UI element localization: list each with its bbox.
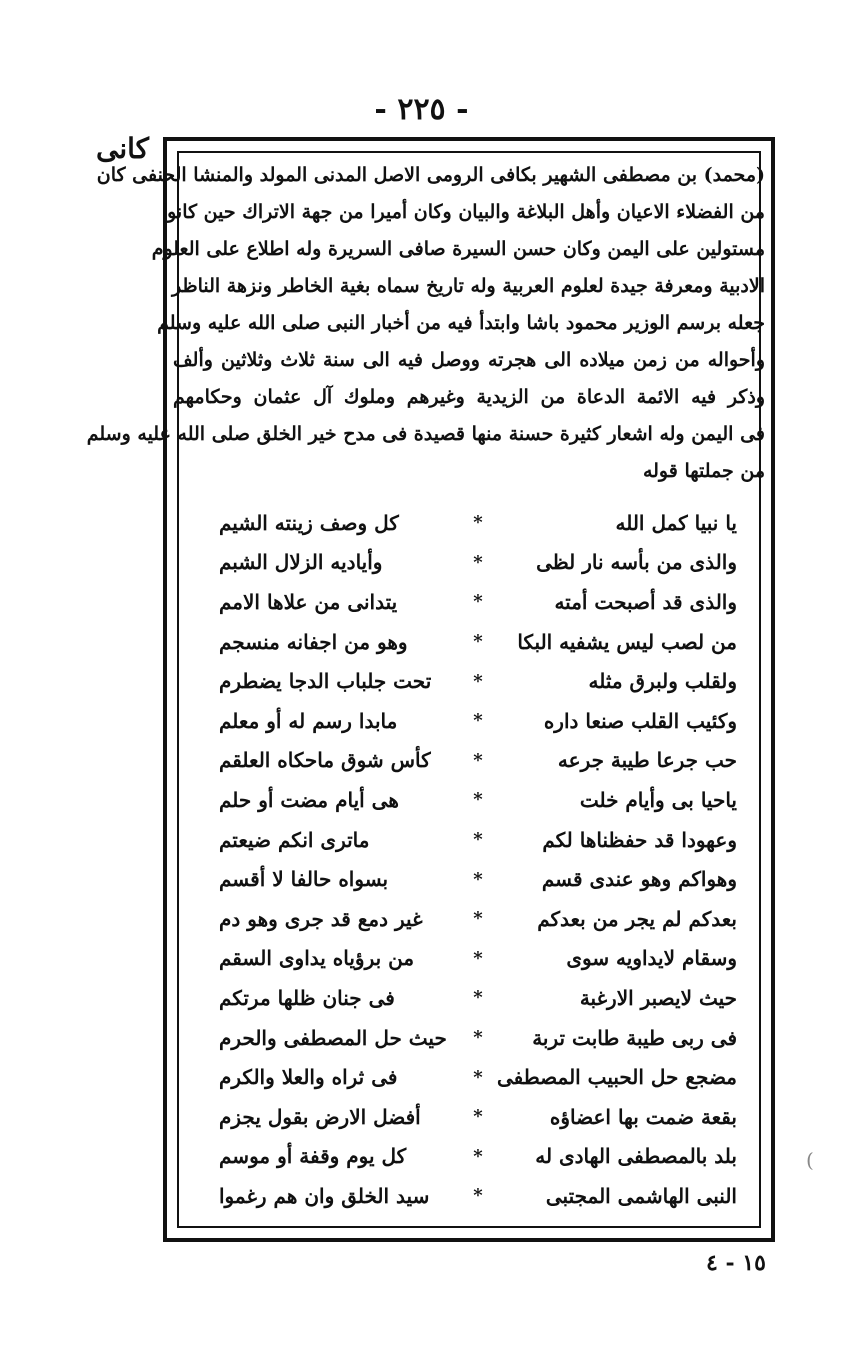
verse [219,622,737,662]
prose-line: جعله برسم الوزير محمود باشا وابتدأ فيه من أخبار النبى صلى الله عليه وسلم [157,312,765,334]
verse-separator: * [473,749,483,771]
verse-first-hemistich: والذى من بأسه نار لظى [536,550,737,575]
verse-first-hemistich: حيث لايصبر الارغبة [579,985,737,1010]
verse-first-hemistich: ياحيا بى وأيام خلت [579,787,737,812]
stray-mark: ( [806,1148,814,1172]
verse [219,1176,737,1216]
verse [219,939,737,979]
verse [219,543,737,583]
verse-separator: * [473,512,483,534]
verse-separator: * [473,1066,483,1088]
verse [219,503,737,543]
verse-first-hemistich: بعدكم لم يجر من بعدكم [537,906,737,931]
verse [219,1137,737,1177]
prose-line: وذكر فيه الائمة الدعاة من الزيدية وغيرهم وملوك آل عثمان وحكامهم [173,386,765,408]
page-number: - ٢٢٥ - [374,92,469,127]
verse-separator: * [473,1145,483,1167]
verse-second-hemistich: مابدا رسم له أو معلم [219,708,398,733]
verse-second-hemistich: ماترى انكم ضيعتم [219,827,370,852]
verse-first-hemistich: وسقام لايداويه سوى [566,946,737,971]
verse-separator: * [473,1106,483,1128]
verse-second-hemistich: وهو من اجفانه منسجم [219,629,408,654]
verse-second-hemistich: كل وصف زينته الشيم [219,510,399,535]
prose-line: وأحواله من زمن ميلاده الى هجرته ووصل فيه الى سنة ثلاث وثلاثين وألف [173,349,765,371]
verse [219,820,737,860]
poem [219,503,737,1216]
verse [219,780,737,820]
verse-first-hemistich: وعهودا قد حفظناها لكم [542,827,737,852]
prose-line: مستولين على اليمن وكان حسن السيرة صافى السريرة وله اطلاع على العلوم [151,238,765,260]
verse [219,582,737,622]
verse-second-hemistich: من برؤياه يداوى السقم [219,946,415,971]
verse-first-hemistich: يا نبيا كمل الله [615,510,737,535]
verse-second-hemistich: كل يوم وقفة أو موسم [219,1144,407,1169]
verse-separator: * [473,947,483,969]
verse-separator: * [473,551,483,573]
verse-separator: * [473,987,483,1009]
verse-separator: * [473,670,483,692]
verse-first-hemistich: النبى الهاشمى المجتبى [545,1183,737,1208]
verse-second-hemistich: يتدانى من علاها الامم [219,589,398,614]
verse-separator: * [473,908,483,930]
verse [219,741,737,781]
verse-second-hemistich: سيد الخلق وان هم رغموا [219,1183,430,1208]
prose-line: من جملتها قوله [642,460,765,482]
verse [219,661,737,701]
verse-second-hemistich: حيث حل المصطفى والحرم [219,1025,447,1050]
prose-line: (محمد) بن مصطفى الشهير بكافى الرومى الاصل المدنى المولد والمنشا الحنفى كان [96,164,765,186]
verse-second-hemistich: فى جنان ظلها مرتكم [219,985,395,1010]
printer-signature: ١٥ - ٤ [706,1250,766,1276]
verse-first-hemistich: ولقلب ولبرق مثله [588,669,737,694]
biography-text [86,157,765,490]
verse-second-hemistich: غير دمع قد جرى وهو دم [219,906,423,931]
verse-second-hemistich: كأس شوق ماحكاه العلقم [219,748,431,773]
verse [219,978,737,1018]
verse-first-hemistich: فى ربى طيبة طابت تربة [532,1025,737,1050]
margin-note: كانى [96,132,149,165]
verse-separator: * [473,1027,483,1049]
verse-separator: * [473,1185,483,1207]
verse [219,899,737,939]
verse-separator: * [473,591,483,613]
verse-second-hemistich: تحت جلباب الدجا يضطرم [219,669,432,694]
verse [219,701,737,741]
verse-separator: * [473,829,483,851]
verse-first-hemistich: والذى قد أصبحت أمته [554,589,737,614]
prose-line: فى اليمن وله اشعار كثيرة حسنة منها قصيدة فى مدح خير الخلق صلى الله عليه وسلم [86,423,765,445]
verse-separator: * [473,631,483,653]
verse [219,1097,737,1137]
verse-first-hemistich: بقعة ضمت بها اعضاؤه [549,1104,737,1129]
verse [219,859,737,899]
verse-first-hemistich: وهواكم وهو عندى قسم [541,867,737,892]
verse-second-hemistich: هى أيام مضت أو حلم [219,787,399,812]
verse-first-hemistich: من لصب ليس يشفيه البكا [517,629,737,654]
verse [219,1018,737,1058]
prose-line: من الفضلاء الاعيان وأهل البلاغة والبيان وكان أميرا من جهة الاتراك حين كانوا [161,201,765,223]
verse-first-hemistich: وكئيب القلب صنعا داره [543,708,737,733]
verse-first-hemistich: بلد بالمصطفى الهادى له [535,1144,737,1169]
verse-separator: * [473,710,483,732]
prose-line: الادبية ومعرفة جيدة لعلوم العربية وله تاريخ سماه بغية الخاطر ونزهة الناظر [171,275,765,297]
verse-second-hemistich: وأياديه الزلال الشبم [219,550,383,575]
verse-second-hemistich: بسواه حالفا لا أقسم [219,867,389,892]
verse-separator: * [473,789,483,811]
verse-first-hemistich: مضجع حل الحبيب المصطفى [496,1065,737,1090]
verse-second-hemistich: أفضل الارض بقول يجزم [219,1104,421,1129]
verse-second-hemistich: فى ثراه والعلا والكرم [219,1065,398,1090]
verse-separator: * [473,868,483,890]
verse [219,1057,737,1097]
verse-first-hemistich: حب جرعا طيبة جرعه [557,748,737,773]
